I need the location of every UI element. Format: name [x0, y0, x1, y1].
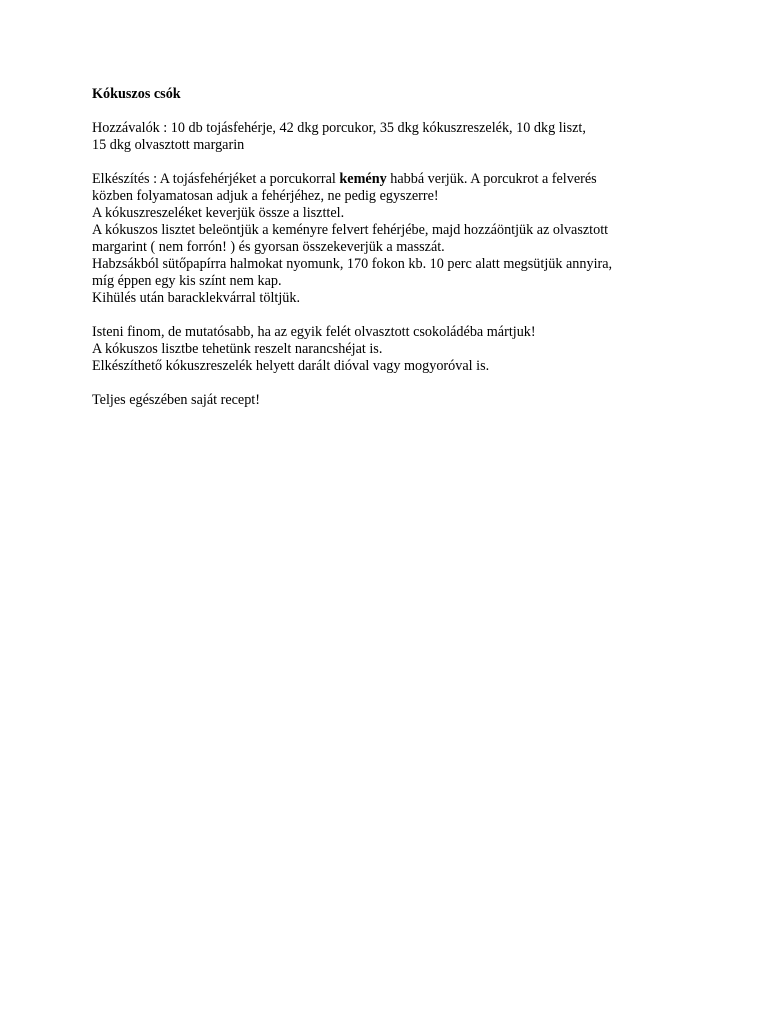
recipe-content	[92, 86, 692, 409]
preparation-line-4: A kókuszos lisztet beleöntjük a keményre felvert fehérjébe, majd hozzáöntjük az olvasztott	[92, 222, 609, 238]
preparation-line-1	[92, 171, 692, 188]
preparation-line-2: közben folyamatosan adjuk a fehérjéhez, ne pedig egyszerre!	[92, 188, 439, 204]
preparation-bold-word: kemény	[339, 171, 387, 187]
spacer	[92, 154, 692, 171]
tips-line-2: A kókuszos lisztbe tehetünk reszelt narancshéjat is.	[92, 341, 383, 357]
ingredients-line-2: 15 dkg olvasztott margarin	[92, 137, 245, 153]
preparation-line-3: A kókuszreszeléket keverjük össze a liszttel.	[92, 205, 345, 221]
tips-line-3: Elkészíthető kókuszreszelék helyett darált dióval vagy mogyoróval is.	[92, 358, 490, 374]
footer-note: Teljes egészében saját recept!	[92, 392, 260, 408]
preparation-line-8: Kihülés után baracklekvárral töltjük.	[92, 290, 301, 306]
tips-line-1: Isteni finom, de mutatósabb, ha az egyik felét olvasztott csokoládéba mártjuk!	[92, 324, 536, 340]
recipe-title: Kókuszos csók	[92, 86, 181, 102]
preparation-line-5: margarint ( nem forrón! ) és gyorsan összekeverjük a masszát.	[92, 239, 445, 255]
spacer	[92, 375, 692, 392]
preparation-line-6: Habzsákból sütőpapírra halmokat nyomunk, 170 fokon kb. 10 perc alatt megsütjük annyira,	[92, 256, 613, 272]
ingredients-line-1: Hozzávalók : 10 db tojásfehérje, 42 dkg porcukor, 35 dkg kókuszreszelék, 10 dkg liszt,	[92, 120, 586, 136]
preparation-text-start: Elkészítés : A tojásfehérjéket a porcukorral	[92, 171, 340, 187]
spacer	[92, 103, 692, 120]
preparation-text-end: habbá verjük. A porcukrot a felverés	[386, 171, 597, 187]
preparation-line-7: míg éppen egy kis színt nem kap.	[92, 273, 282, 289]
spacer	[92, 307, 692, 324]
